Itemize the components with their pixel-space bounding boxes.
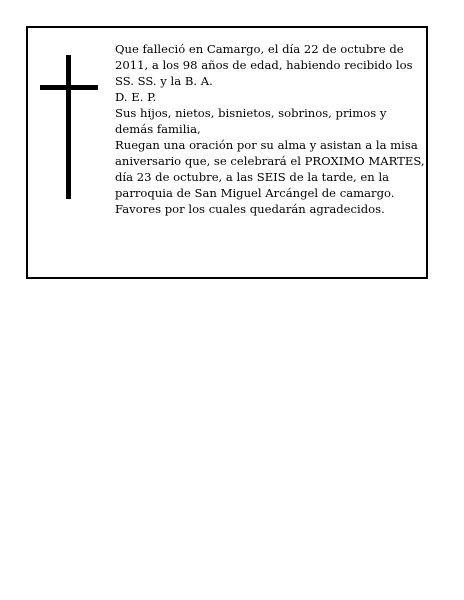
cross-vertical-bar bbox=[66, 55, 71, 199]
rest-in-peace: D. E. P. bbox=[115, 90, 157, 104]
death-announcement: Que falleció en Camargo, el día 22 de octubre de 2011, a los 98 años de edad, habiendo recibido los SS. SS. y la B. A. bbox=[115, 42, 413, 88]
mass-invitation: Ruegan una oración por su alma y asistan a la misa aniversario que, se celebrará el PROXIMO MARTES, día 23 de octubre, a las SEIS de la tarde, en la parroquia de San Miguel Arcángel de camargo. Favores por los cuales quedarán agradecidos. bbox=[115, 138, 425, 216]
family-line: Sus hijos, nietos, bisnietos, sobrinos, primos y demás familia, bbox=[115, 106, 387, 136]
notice-text bbox=[115, 41, 425, 217]
cross-horizontal-bar bbox=[40, 85, 98, 90]
obituary-notice bbox=[26, 26, 428, 279]
